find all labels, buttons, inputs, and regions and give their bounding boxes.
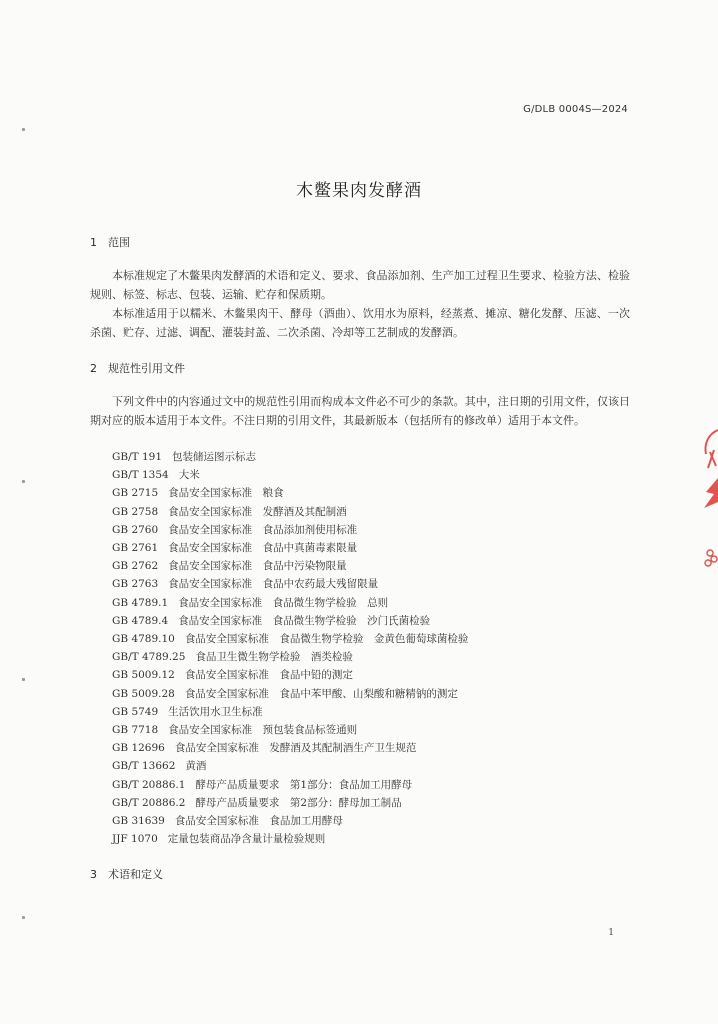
reference-item xyxy=(112,484,468,502)
reference-code: GB 2762 xyxy=(112,560,159,573)
reference-code: GB 4789.1 xyxy=(112,596,169,609)
reference-code: GB 2763 xyxy=(112,578,159,591)
reference-code: GB/T 20886.2 xyxy=(112,796,186,809)
scan-mark xyxy=(22,916,25,919)
reference-code: GB 5009.28 xyxy=(112,687,175,700)
reference-item xyxy=(112,575,468,593)
scope-paragraph-2: 本标准适用于以糯米、木鳖果肉干、酵母（酒曲）、饮用水为原料，经蒸煮、摊凉、糖化发酵、压滤、一次杀菌、贮存、过滤、调配、灌装封盖、二次杀菌、冷却等工艺制成的发酵酒。 xyxy=(90,307,630,339)
reference-code: GB/T 13662 xyxy=(112,760,176,773)
reference-title: 食品安全国家标准 发酵酒及其配制酒 xyxy=(168,505,347,518)
reference-code: GB 2761 xyxy=(112,542,159,555)
section-title: 范围 xyxy=(108,236,130,249)
normative-references-list xyxy=(112,448,468,848)
reference-code: GB 4789.4 xyxy=(112,614,169,627)
scan-mark xyxy=(22,480,25,483)
reference-title: 食品安全国家标准 食品中真菌毒素限量 xyxy=(168,542,358,555)
reference-item xyxy=(112,703,468,721)
reference-title: 大米 xyxy=(178,469,200,482)
reference-item xyxy=(112,812,468,830)
reference-title: 酵母产品质量要求 第1部分：食品加工用酵母 xyxy=(195,778,413,791)
reference-title: 食品安全国家标准 发酵酒及其配制酒生产卫生规范 xyxy=(174,742,417,755)
reference-item xyxy=(112,739,468,757)
reference-code: GB 4789.10 xyxy=(112,633,175,646)
reference-code: GB 2758 xyxy=(112,505,159,518)
section-2-heading xyxy=(90,360,185,376)
reference-title: 黄酒 xyxy=(185,760,207,773)
page-number: 1 xyxy=(608,928,614,938)
scope-paragraph-1: 本标准规定了木鳖果肉发酵酒的术语和定义、要求、食品添加剂、生产加工过程卫生要求、检验方法、检验规则、标签、标志、包装、运输、贮存和保质期。 xyxy=(90,269,630,301)
section-1-heading xyxy=(90,234,130,250)
reference-code: GB/T 191 xyxy=(112,451,163,463)
reference-title: 食品安全国家标准 食品中铅的测定 xyxy=(184,669,353,682)
reference-item xyxy=(112,685,468,703)
reference-item xyxy=(112,503,468,521)
reference-item xyxy=(112,594,468,612)
section-3-heading xyxy=(90,866,163,882)
document-title: 木鳖果肉发酵酒 xyxy=(296,181,422,201)
reference-title: 食品安全国家标准 粮食 xyxy=(168,487,284,500)
section-title: 规范性引用文件 xyxy=(108,362,185,375)
reference-title: 食品安全国家标准 食品中污染物限量 xyxy=(168,560,347,573)
reference-item xyxy=(112,721,468,739)
document-code: G/DLB 0004S—2024 xyxy=(523,104,628,115)
reference-item xyxy=(112,648,468,666)
reference-item xyxy=(112,539,468,557)
reference-code: GB 5749 xyxy=(112,705,159,718)
reference-title: 酵母产品质量要求 第2部分：酵母加工制品 xyxy=(195,796,402,809)
section-number: 2 xyxy=(90,362,97,375)
reference-title: 食品安全国家标准 食品中苯甲酸、山梨酸和糖精钠的测定 xyxy=(184,687,458,700)
reference-code: GB/T 4789.25 xyxy=(112,651,186,664)
reference-title: 食品卫生微生物学检验 酒类检验 xyxy=(195,651,353,664)
references-intro-paragraph: 下列文件中的内容通过文中的规范性引用而构成本文件必不可少的条款。其中，注日期的引用文件，仅该日期对应的版本适用于本文件。不注日期的引用文件，其最新版本（包括所有的修改单）适用于本文件。 xyxy=(90,395,630,427)
reference-item xyxy=(112,830,468,848)
reference-code: GB 12696 xyxy=(112,742,165,755)
section-title: 术语和定义 xyxy=(108,868,163,881)
reference-title: 食品安全国家标准 食品微生物学检验 总则 xyxy=(178,596,389,609)
reference-title: 食品安全国家标准 预包装食品标签通则 xyxy=(168,724,358,737)
reference-title: 生活饮用水卫生标准 xyxy=(168,705,263,718)
reference-code: JJF 1070 xyxy=(112,833,158,846)
reference-item xyxy=(112,448,468,466)
reference-item xyxy=(112,612,468,630)
reference-title: 包装储运图示标志 xyxy=(172,451,257,463)
scan-mark xyxy=(22,128,25,131)
reference-item xyxy=(112,776,468,794)
reference-title: 食品安全国家标准 食品中农药最大残留限量 xyxy=(168,578,379,591)
reference-code: GB 7718 xyxy=(112,724,159,737)
section-number: 3 xyxy=(90,868,97,881)
reference-code: GB 2760 xyxy=(112,523,159,536)
reference-code: GB/T 1354 xyxy=(112,469,169,482)
seal-stamp-fragment xyxy=(696,422,718,592)
reference-title: 定量包装商品净含量计量检验规则 xyxy=(167,833,326,846)
reference-item xyxy=(112,630,468,648)
reference-item xyxy=(112,557,468,575)
reference-code: GB 31639 xyxy=(112,815,165,828)
reference-title: 食品安全国家标准 食品微生物学检验 沙门氏菌检验 xyxy=(178,614,431,627)
reference-item xyxy=(112,794,468,812)
reference-item xyxy=(112,666,468,684)
reference-item xyxy=(112,521,468,539)
reference-code: GB 2715 xyxy=(112,487,159,500)
reference-item xyxy=(112,757,468,775)
reference-title: 食品安全国家标准 食品微生物学检验 金黄色葡萄球菌检验 xyxy=(184,633,469,646)
reference-item xyxy=(112,466,468,484)
reference-code: GB/T 20886.1 xyxy=(112,778,186,791)
scan-mark xyxy=(22,678,25,681)
reference-code: GB 5009.12 xyxy=(112,669,175,682)
reference-title: 食品安全国家标准 食品添加剂使用标准 xyxy=(168,523,358,536)
reference-title: 食品安全国家标准 食品加工用酵母 xyxy=(174,815,343,828)
section-number: 1 xyxy=(90,236,97,249)
